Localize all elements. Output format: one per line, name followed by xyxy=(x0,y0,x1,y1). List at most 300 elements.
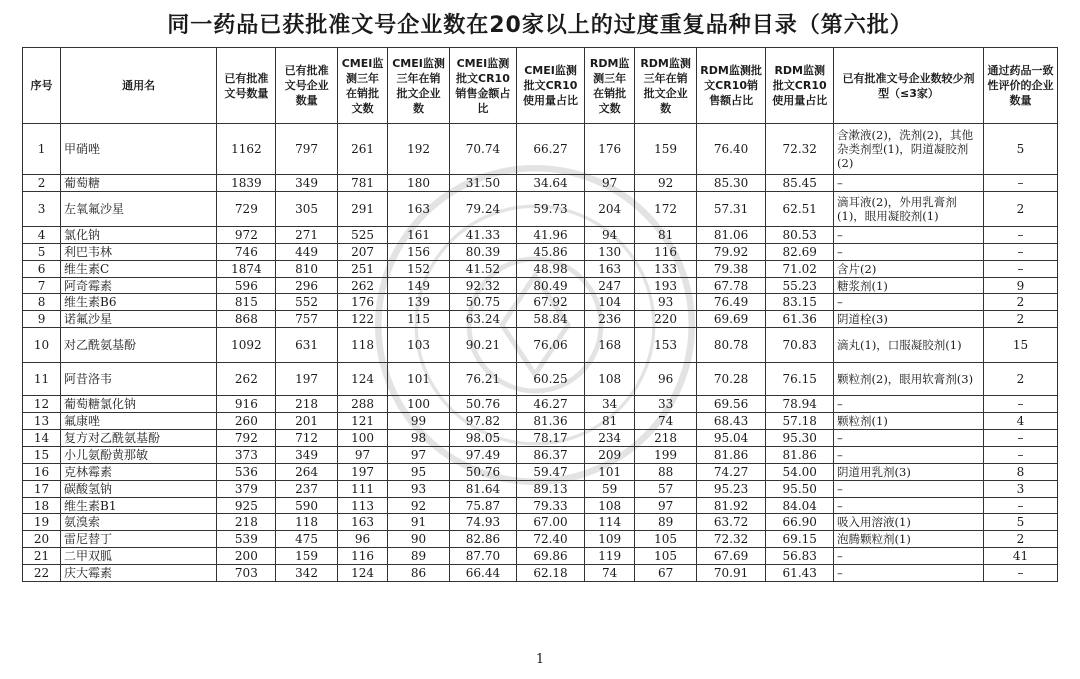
drug-name: 克林霉素 xyxy=(61,463,217,480)
value-cell: 180 xyxy=(388,175,449,192)
value-cell: 539 xyxy=(217,531,276,548)
value-cell: 60.25 xyxy=(517,363,585,396)
value-cell: 116 xyxy=(635,243,696,260)
value-cell: 66.27 xyxy=(517,124,585,175)
table-row xyxy=(23,294,1058,311)
value-cell: 34.64 xyxy=(517,175,585,192)
value-cell: 101 xyxy=(388,363,449,396)
row-index: 15 xyxy=(23,446,61,463)
value-cell: 220 xyxy=(635,311,696,328)
table-row xyxy=(23,463,1058,480)
value-cell: 868 xyxy=(217,311,276,328)
value-cell: 92 xyxy=(388,497,449,514)
value-cell: 810 xyxy=(276,260,337,277)
column-header: 序号 xyxy=(23,48,61,124)
value-cell: 63.72 xyxy=(696,514,766,531)
value-cell: 247 xyxy=(584,277,635,294)
value-cell: 45.86 xyxy=(517,243,585,260)
value-cell: 46.27 xyxy=(517,396,585,413)
row-index: 20 xyxy=(23,531,61,548)
value-cell: 475 xyxy=(276,531,337,548)
value-cell: 1162 xyxy=(217,124,276,175)
value-cell: 92 xyxy=(635,175,696,192)
value-cell: 80.78 xyxy=(696,328,766,363)
value-cell: 93 xyxy=(635,294,696,311)
value-cell: 70.74 xyxy=(449,124,517,175)
value-cell: 124 xyxy=(337,565,388,582)
value-cell: 50.76 xyxy=(449,396,517,413)
dosage-form-cell: 吸入用溶液(1) xyxy=(834,514,984,531)
value-cell: 81.64 xyxy=(449,480,517,497)
value-cell: 199 xyxy=(635,446,696,463)
value-cell: 76.21 xyxy=(449,363,517,396)
value-cell: 176 xyxy=(337,294,388,311)
drug-name: 维生素C xyxy=(61,260,217,277)
value-cell: 5 xyxy=(983,514,1057,531)
value-cell: 105 xyxy=(635,531,696,548)
value-cell: 114 xyxy=(584,514,635,531)
value-cell: 57 xyxy=(635,480,696,497)
value-cell: – xyxy=(983,175,1057,192)
dosage-form-cell: – xyxy=(834,548,984,565)
value-cell: 50.75 xyxy=(449,294,517,311)
value-cell: 746 xyxy=(217,243,276,260)
value-cell: – xyxy=(983,497,1057,514)
value-cell: 111 xyxy=(337,480,388,497)
drug-name: 阿昔洛韦 xyxy=(61,363,217,396)
value-cell: 108 xyxy=(584,497,635,514)
value-cell: 86 xyxy=(388,565,449,582)
value-cell: 251 xyxy=(337,260,388,277)
drug-name: 庆大霉素 xyxy=(61,565,217,582)
table-row xyxy=(23,548,1058,565)
value-cell: 781 xyxy=(337,175,388,192)
table-row xyxy=(23,260,1058,277)
value-cell: 74 xyxy=(584,565,635,582)
dosage-form-cell: 泡腾颗粒剂(1) xyxy=(834,531,984,548)
dosage-form-cell: – xyxy=(834,480,984,497)
value-cell: 156 xyxy=(388,243,449,260)
value-cell: 104 xyxy=(584,294,635,311)
value-cell: 79.24 xyxy=(449,191,517,226)
value-cell: 712 xyxy=(276,430,337,447)
value-cell: 97 xyxy=(388,446,449,463)
value-cell: 79.38 xyxy=(696,260,766,277)
table-row xyxy=(23,565,1058,582)
value-cell: 757 xyxy=(276,311,337,328)
page-title: 同一药品已获批准文号企业数在20家以上的过度重复品种目录（第六批） xyxy=(167,13,913,38)
value-cell: 61.43 xyxy=(766,565,834,582)
value-cell: 59.47 xyxy=(517,463,585,480)
value-cell: 122 xyxy=(337,311,388,328)
value-cell: 81.36 xyxy=(517,413,585,430)
value-cell: 159 xyxy=(635,124,696,175)
value-cell: 218 xyxy=(276,396,337,413)
row-index: 18 xyxy=(23,497,61,514)
value-cell: 97 xyxy=(337,446,388,463)
value-cell: 115 xyxy=(388,311,449,328)
drug-name: 葡萄糖 xyxy=(61,175,217,192)
value-cell: 69.69 xyxy=(696,311,766,328)
value-cell: 2 xyxy=(983,294,1057,311)
value-cell: 1874 xyxy=(217,260,276,277)
value-cell: 159 xyxy=(276,548,337,565)
value-cell: 57.31 xyxy=(696,191,766,226)
value-cell: 63.24 xyxy=(449,311,517,328)
table-row xyxy=(23,497,1058,514)
row-index: 6 xyxy=(23,260,61,277)
value-cell: 552 xyxy=(276,294,337,311)
value-cell: 55.23 xyxy=(766,277,834,294)
value-cell: 5 xyxy=(983,124,1057,175)
value-cell: 94 xyxy=(584,226,635,243)
value-cell: 15 xyxy=(983,328,1057,363)
value-cell: 590 xyxy=(276,497,337,514)
value-cell: 69.86 xyxy=(517,548,585,565)
column-header: CMEI监测批文CR10销售金额占比 xyxy=(449,48,517,124)
value-cell: 93 xyxy=(388,480,449,497)
drug-name: 阿奇霉素 xyxy=(61,277,217,294)
value-cell: 9 xyxy=(983,277,1057,294)
value-cell: 792 xyxy=(217,430,276,447)
dosage-form-cell: 含漱液(2)，洗剂(2)，其他杂类剂型(1)，阴道凝胶剂(2) xyxy=(834,124,984,175)
value-cell: 80.39 xyxy=(449,243,517,260)
value-cell: 98.05 xyxy=(449,430,517,447)
value-cell: 113 xyxy=(337,497,388,514)
value-cell: 972 xyxy=(217,226,276,243)
value-cell: 264 xyxy=(276,463,337,480)
value-cell: 67 xyxy=(635,565,696,582)
table-row xyxy=(23,396,1058,413)
value-cell: 41 xyxy=(983,548,1057,565)
value-cell: 525 xyxy=(337,226,388,243)
dosage-form-cell: – xyxy=(834,430,984,447)
drug-name: 维生素B1 xyxy=(61,497,217,514)
column-header: CMEI监测三年在销批文企业数 xyxy=(388,48,449,124)
value-cell: 172 xyxy=(635,191,696,226)
value-cell: 89 xyxy=(388,548,449,565)
value-cell: 342 xyxy=(276,565,337,582)
value-cell: 121 xyxy=(337,413,388,430)
table-row xyxy=(23,480,1058,497)
value-cell: 89.13 xyxy=(517,480,585,497)
dosage-form-cell: 滴耳液(2)，外用乳膏剂(1)，眼用凝胶剂(1) xyxy=(834,191,984,226)
value-cell: 218 xyxy=(635,430,696,447)
value-cell: 797 xyxy=(276,124,337,175)
value-cell: 197 xyxy=(337,463,388,480)
value-cell: 85.30 xyxy=(696,175,766,192)
value-cell: 72.32 xyxy=(696,531,766,548)
value-cell: 163 xyxy=(388,191,449,226)
value-cell: 59.73 xyxy=(517,191,585,226)
value-cell: 2 xyxy=(983,531,1057,548)
row-index: 13 xyxy=(23,413,61,430)
value-cell: 291 xyxy=(337,191,388,226)
value-cell: 449 xyxy=(276,243,337,260)
dosage-form-cell: – xyxy=(834,243,984,260)
value-cell: 261 xyxy=(337,124,388,175)
value-cell: 176 xyxy=(584,124,635,175)
value-cell: 631 xyxy=(276,328,337,363)
value-cell: 2 xyxy=(983,363,1057,396)
value-cell: 133 xyxy=(635,260,696,277)
value-cell: 68.43 xyxy=(696,413,766,430)
value-cell: 85.45 xyxy=(766,175,834,192)
value-cell: 262 xyxy=(337,277,388,294)
drug-name: 维生素B6 xyxy=(61,294,217,311)
value-cell: 703 xyxy=(217,565,276,582)
column-header: 已有批准文号企业数量 xyxy=(276,48,337,124)
value-cell: 119 xyxy=(584,548,635,565)
value-cell: 81 xyxy=(584,413,635,430)
value-cell: 54.00 xyxy=(766,463,834,480)
table-row xyxy=(23,413,1058,430)
table-row xyxy=(23,446,1058,463)
value-cell: 161 xyxy=(388,226,449,243)
value-cell: 82.86 xyxy=(449,531,517,548)
row-index: 8 xyxy=(23,294,61,311)
value-cell: 57.18 xyxy=(766,413,834,430)
row-index: 5 xyxy=(23,243,61,260)
value-cell: 236 xyxy=(584,311,635,328)
value-cell: – xyxy=(983,565,1057,582)
value-cell: – xyxy=(983,243,1057,260)
value-cell: 95.50 xyxy=(766,480,834,497)
value-cell: – xyxy=(983,446,1057,463)
value-cell: 76.49 xyxy=(696,294,766,311)
table-row xyxy=(23,363,1058,396)
value-cell: 97.82 xyxy=(449,413,517,430)
value-cell: 234 xyxy=(584,430,635,447)
value-cell: 118 xyxy=(337,328,388,363)
dosage-form-cell: – xyxy=(834,226,984,243)
drug-name: 二甲双胍 xyxy=(61,548,217,565)
dosage-form-cell: 颗粒剂(1) xyxy=(834,413,984,430)
value-cell: 201 xyxy=(276,413,337,430)
value-cell: – xyxy=(983,260,1057,277)
table-row xyxy=(23,124,1058,175)
table-row xyxy=(23,243,1058,260)
value-cell: 76.15 xyxy=(766,363,834,396)
dosage-form-cell: 阴道栓(3) xyxy=(834,311,984,328)
value-cell: 71.02 xyxy=(766,260,834,277)
value-cell: 130 xyxy=(584,243,635,260)
column-header: 已有批准文号数量 xyxy=(217,48,276,124)
value-cell: 76.40 xyxy=(696,124,766,175)
row-index: 14 xyxy=(23,430,61,447)
value-cell: 80.53 xyxy=(766,226,834,243)
value-cell: 62.51 xyxy=(766,191,834,226)
value-cell: 69.15 xyxy=(766,531,834,548)
row-index: 16 xyxy=(23,463,61,480)
drug-name: 诺氟沙星 xyxy=(61,311,217,328)
value-cell: 90 xyxy=(388,531,449,548)
value-cell: 58.84 xyxy=(517,311,585,328)
value-cell: 349 xyxy=(276,175,337,192)
value-cell: 74.93 xyxy=(449,514,517,531)
value-cell: 3 xyxy=(983,480,1057,497)
value-cell: 59 xyxy=(584,480,635,497)
value-cell: 61.36 xyxy=(766,311,834,328)
value-cell: 75.87 xyxy=(449,497,517,514)
row-index: 19 xyxy=(23,514,61,531)
column-header: 已有批准文号企业数较少剂型（≤3家） xyxy=(834,48,984,124)
value-cell: 81.86 xyxy=(766,446,834,463)
value-cell: 66.90 xyxy=(766,514,834,531)
value-cell: 41.52 xyxy=(449,260,517,277)
column-header: RDM监测三年在销批文企业数 xyxy=(635,48,696,124)
value-cell: 116 xyxy=(337,548,388,565)
value-cell: 2 xyxy=(983,311,1057,328)
value-cell: 8 xyxy=(983,463,1057,480)
dosage-form-cell: – xyxy=(834,175,984,192)
value-cell: 925 xyxy=(217,497,276,514)
page-number: 1 xyxy=(535,652,545,667)
value-cell: 152 xyxy=(388,260,449,277)
value-cell: 96 xyxy=(635,363,696,396)
value-cell: 89 xyxy=(635,514,696,531)
value-cell: 81.06 xyxy=(696,226,766,243)
value-cell: 87.70 xyxy=(449,548,517,565)
value-cell: 2 xyxy=(983,191,1057,226)
value-cell: 1839 xyxy=(217,175,276,192)
table-row xyxy=(23,311,1058,328)
value-cell: 105 xyxy=(635,548,696,565)
dosage-form-cell: – xyxy=(834,446,984,463)
value-cell: 95.30 xyxy=(766,430,834,447)
value-cell: 41.96 xyxy=(517,226,585,243)
drug-name: 碳酸氢钠 xyxy=(61,480,217,497)
value-cell: 95 xyxy=(388,463,449,480)
value-cell: 101 xyxy=(584,463,635,480)
row-index: 10 xyxy=(23,328,61,363)
value-cell: 74.27 xyxy=(696,463,766,480)
value-cell: 271 xyxy=(276,226,337,243)
value-cell: 80.49 xyxy=(517,277,585,294)
value-cell: 69.56 xyxy=(696,396,766,413)
value-cell: 262 xyxy=(217,363,276,396)
value-cell: 81 xyxy=(635,226,696,243)
dosage-form-cell: 糖浆剂(1) xyxy=(834,277,984,294)
drug-name: 雷尼替丁 xyxy=(61,531,217,548)
value-cell: 81.92 xyxy=(696,497,766,514)
value-cell: 218 xyxy=(217,514,276,531)
value-cell: 108 xyxy=(584,363,635,396)
value-cell: 1092 xyxy=(217,328,276,363)
drug-name: 对乙酰氨基酚 xyxy=(61,328,217,363)
value-cell: 100 xyxy=(388,396,449,413)
row-index: 21 xyxy=(23,548,61,565)
value-cell: 296 xyxy=(276,277,337,294)
dosage-form-cell: – xyxy=(834,565,984,582)
value-cell: 72.32 xyxy=(766,124,834,175)
value-cell: 349 xyxy=(276,446,337,463)
column-header: CMEI监测三年在销批文数 xyxy=(337,48,388,124)
drug-name: 小儿氨酚黄那敏 xyxy=(61,446,217,463)
value-cell: 815 xyxy=(217,294,276,311)
value-cell: 596 xyxy=(217,277,276,294)
value-cell: 288 xyxy=(337,396,388,413)
dosage-form-cell: 含片(2) xyxy=(834,260,984,277)
value-cell: 209 xyxy=(584,446,635,463)
table-row xyxy=(23,277,1058,294)
value-cell: 84.04 xyxy=(766,497,834,514)
value-cell: 118 xyxy=(276,514,337,531)
table-row xyxy=(23,531,1058,548)
value-cell: 109 xyxy=(584,531,635,548)
row-index: 12 xyxy=(23,396,61,413)
drug-name: 葡萄糖氯化钠 xyxy=(61,396,217,413)
value-cell: – xyxy=(983,430,1057,447)
value-cell: 31.50 xyxy=(449,175,517,192)
column-header: 通过药品一致性评价的企业数量 xyxy=(983,48,1057,124)
table-row xyxy=(23,226,1058,243)
value-cell: 168 xyxy=(584,328,635,363)
value-cell: 48.98 xyxy=(517,260,585,277)
value-cell: 33 xyxy=(635,396,696,413)
value-cell: 82.69 xyxy=(766,243,834,260)
value-cell: 379 xyxy=(217,480,276,497)
value-cell: 98 xyxy=(388,430,449,447)
value-cell: 149 xyxy=(388,277,449,294)
value-cell: 67.78 xyxy=(696,277,766,294)
dosage-form-cell: 颗粒剂(2)，眼用软膏剂(3) xyxy=(834,363,984,396)
value-cell: 79.92 xyxy=(696,243,766,260)
value-cell: 78.17 xyxy=(517,430,585,447)
drug-name: 左氧氟沙星 xyxy=(61,191,217,226)
value-cell: 95.04 xyxy=(696,430,766,447)
drug-name: 氯化钠 xyxy=(61,226,217,243)
value-cell: 78.94 xyxy=(766,396,834,413)
value-cell: 124 xyxy=(337,363,388,396)
value-cell: – xyxy=(983,396,1057,413)
value-cell: 193 xyxy=(635,277,696,294)
value-cell: 260 xyxy=(217,413,276,430)
row-index: 22 xyxy=(23,565,61,582)
header-row xyxy=(23,48,1058,124)
value-cell: 237 xyxy=(276,480,337,497)
value-cell: 41.33 xyxy=(449,226,517,243)
value-cell: 163 xyxy=(584,260,635,277)
value-cell: 197 xyxy=(276,363,337,396)
value-cell: 153 xyxy=(635,328,696,363)
value-cell: 536 xyxy=(217,463,276,480)
value-cell: 99 xyxy=(388,413,449,430)
value-cell: 72.40 xyxy=(517,531,585,548)
row-index: 1 xyxy=(23,124,61,175)
value-cell: 97.49 xyxy=(449,446,517,463)
dosage-form-cell: 阴道用乳剂(3) xyxy=(834,463,984,480)
value-cell: 192 xyxy=(388,124,449,175)
value-cell: 67.00 xyxy=(517,514,585,531)
dosage-form-cell: – xyxy=(834,294,984,311)
value-cell: 74 xyxy=(635,413,696,430)
table-row xyxy=(23,191,1058,226)
value-cell: 96 xyxy=(337,531,388,548)
value-cell: 76.06 xyxy=(517,328,585,363)
row-index: 17 xyxy=(23,480,61,497)
column-header: CMEI监测批文CR10使用量占比 xyxy=(517,48,585,124)
dosage-form-cell: – xyxy=(834,497,984,514)
row-index: 4 xyxy=(23,226,61,243)
dosage-form-cell: – xyxy=(834,396,984,413)
dosage-form-cell: 滴丸(1)，口服凝胶剂(1) xyxy=(834,328,984,363)
value-cell: 88 xyxy=(635,463,696,480)
value-cell: 70.91 xyxy=(696,565,766,582)
row-index: 2 xyxy=(23,175,61,192)
value-cell: 207 xyxy=(337,243,388,260)
table-row xyxy=(23,514,1058,531)
